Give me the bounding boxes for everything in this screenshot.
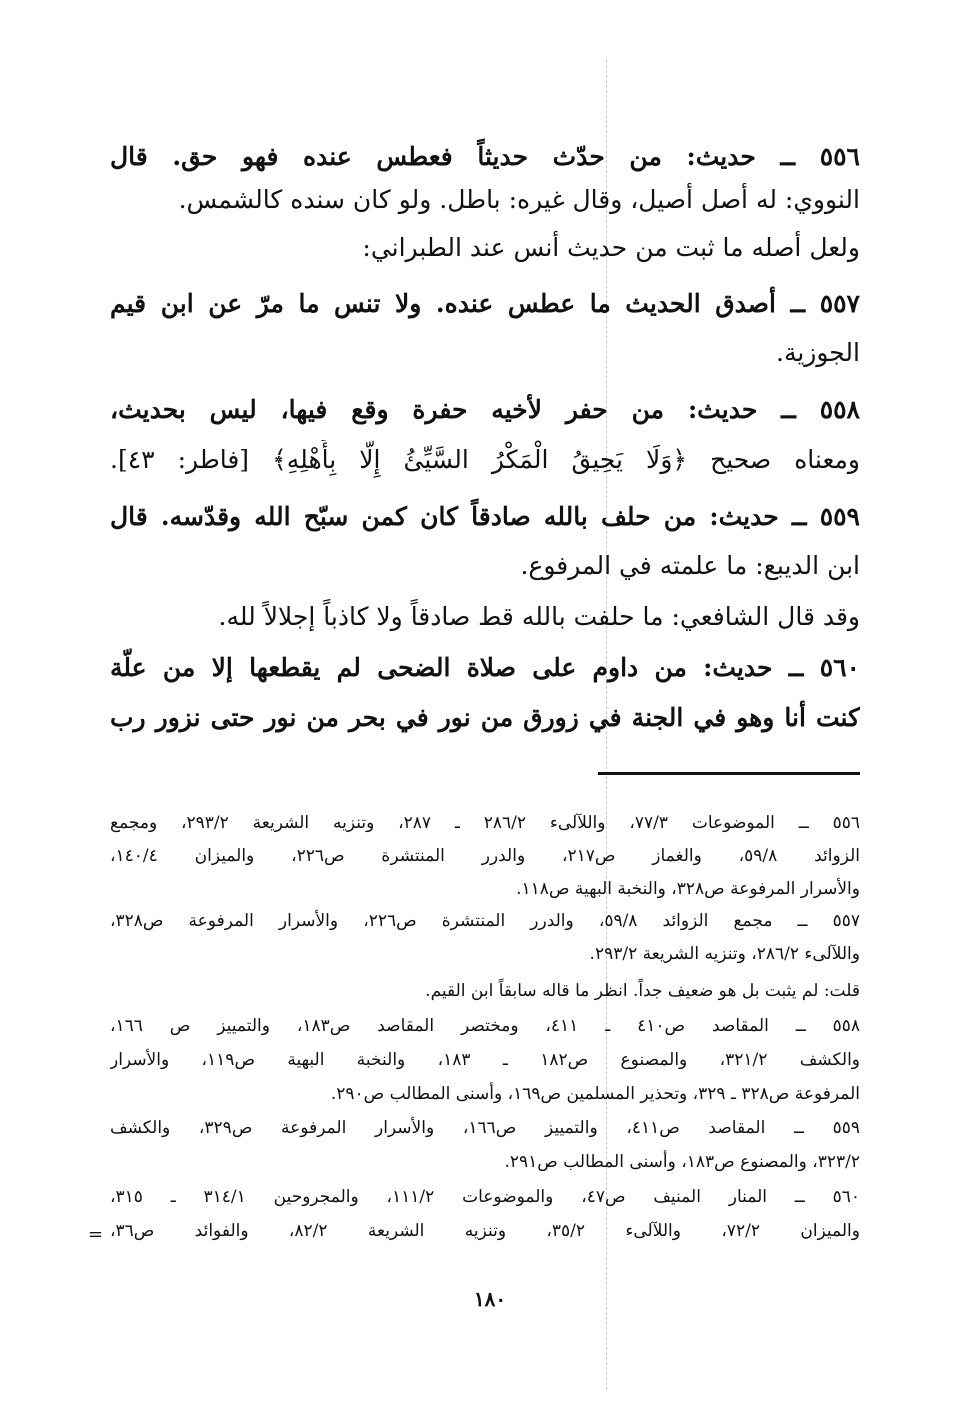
footnote-558-line-3: المرفوعة ص٣٢٨ ـ ٣٢٩، وتحذير المسلمين ص١٦٩، وأسنى المطالب ص٢٩٠. xyxy=(330,1084,860,1104)
entry-558-line-2: ومعناه صحيح ﴿وَلَا يَحِيقُ الْمَكْرُ السَّيِّئُ إِلَّا بِأَهْلِهِ﴾ [فاطر: ٤٣]. xyxy=(110,445,860,474)
footnote-556-line-2: الزوائد ٥٩/٨، والغماز ص٢١٧، والدرر المنتشرة ص٢٢٦، والميزان ١٤٠/٤، xyxy=(110,846,860,866)
entry-559-line-1: ٥٥٩ ــ حديث: من حلف بالله صادقاً كان كمن سبّح الله وقدّسه. قال xyxy=(110,502,860,531)
continuation-mark: = xyxy=(88,1224,104,1245)
footnote-560-line-2: والميزان ٧٢/٢، واللآلىء ٣٥/٢، وتنزيه الشريعة ٨٢/٢، والفوائد ص٣٦، xyxy=(110,1221,860,1241)
footnote-558-line-1: ٥٥٨ ــ المقاصد ص٤١٠ ـ ٤١١، ومختصر المقاصد ص١٨٣، والتمييز ص ١٦٦، xyxy=(110,1016,860,1036)
footnote-559-line-1: ٥٥٩ ــ المقاصد ص٤١١، والتمييز ص١٦٦، والأسرار المرفوعة ص٣٢٩، والكشف xyxy=(110,1118,860,1138)
entry-560-line-1: ٥٦٠ ــ حديث: من داوم على صلاة الضحى لم يقطعها إلا من علّة xyxy=(110,653,860,682)
footnote-558-line-2: والكشف ٣٢١/٢، والمصنوع ص١٨٢ ـ ١٨٣، والنخبة البهية ص١١٩، والأسرار xyxy=(110,1050,860,1070)
footnote-559-line-2: ٣٢٣/٢، والمصنوع ص١٨٣، وأسنى المطالب ص٢٩١. xyxy=(504,1152,860,1172)
entry-560-line-2: كنت أنا وهو في الجنة في زورق من نور في بحر من نور حتى نزور رب xyxy=(110,703,860,732)
footnote-557-line-1: ٥٥٧ ــ مجمع الزوائد ٥٩/٨، والدرر المنتشرة ص٢٢٦، والأسرار المرفوعة ص٣٢٨، xyxy=(110,911,860,931)
page-number: ١٨٠ xyxy=(473,1287,507,1311)
entry-559-line-3: وقد قال الشافعي: ما حلفت بالله قط صادقاً ولا كاذباً إجلالاً لله. xyxy=(218,602,860,631)
footnote-556-line-3: والأسرار المرفوعة ص٣٢٨، والنخبة البهية ص١١٨. xyxy=(516,879,860,899)
footnote-557-remark: قلت: لم يثبت بل هو ضعيف جداً. انظر ما قاله سابقاً ابن القيم. xyxy=(425,981,860,1001)
entry-558-line-1: ٥٥٨ ــ حديث: من حفر لأخيه حفرة وقع فيها، ليس بحديث، xyxy=(110,395,860,424)
entry-556-line-2: النووي: له أصل أصيل، وقال غيره: باطل. ولو كان سنده كالشمس. xyxy=(178,185,860,214)
footnote-556-line-1: ٥٥٦ ــ الموضوعات ٧٧/٣، واللآلىء ٢٨٦/٢ ـ ٢٨٧، وتنزيه الشريعة ٢٩٣/٢، ومجمع xyxy=(110,813,860,833)
entry-556-line-3: ولعل أصله ما ثبت من حديث أنس عند الطبراني: xyxy=(362,233,860,262)
entry-556-line-1: ٥٥٦ ــ حديث: من حدّث حديثاً فعطس عنده فهو حق. قال xyxy=(110,142,860,171)
footnote-separator xyxy=(598,772,860,775)
footnote-557-line-2: واللآلىء ٢٨٦/٢، وتنزيه الشريعة ٢٩٣/٢. xyxy=(589,944,860,964)
entry-559-line-2: ابن الديبع: ما علمته في المرفوع. xyxy=(520,551,860,580)
footnote-560-line-1: ٥٦٠ ــ المنار المنيف ص٤٧، والموضوعات ١١١/٢، والمجروحين ٣١٤/١ ـ ٣١٥، xyxy=(110,1187,860,1207)
entry-557-line-1: ٥٥٧ ــ أصدق الحديث ما عطس عنده. ولا تنس ما مرّ عن ابن قيم xyxy=(110,289,860,318)
entry-557-line-2: الجوزية. xyxy=(776,338,860,367)
